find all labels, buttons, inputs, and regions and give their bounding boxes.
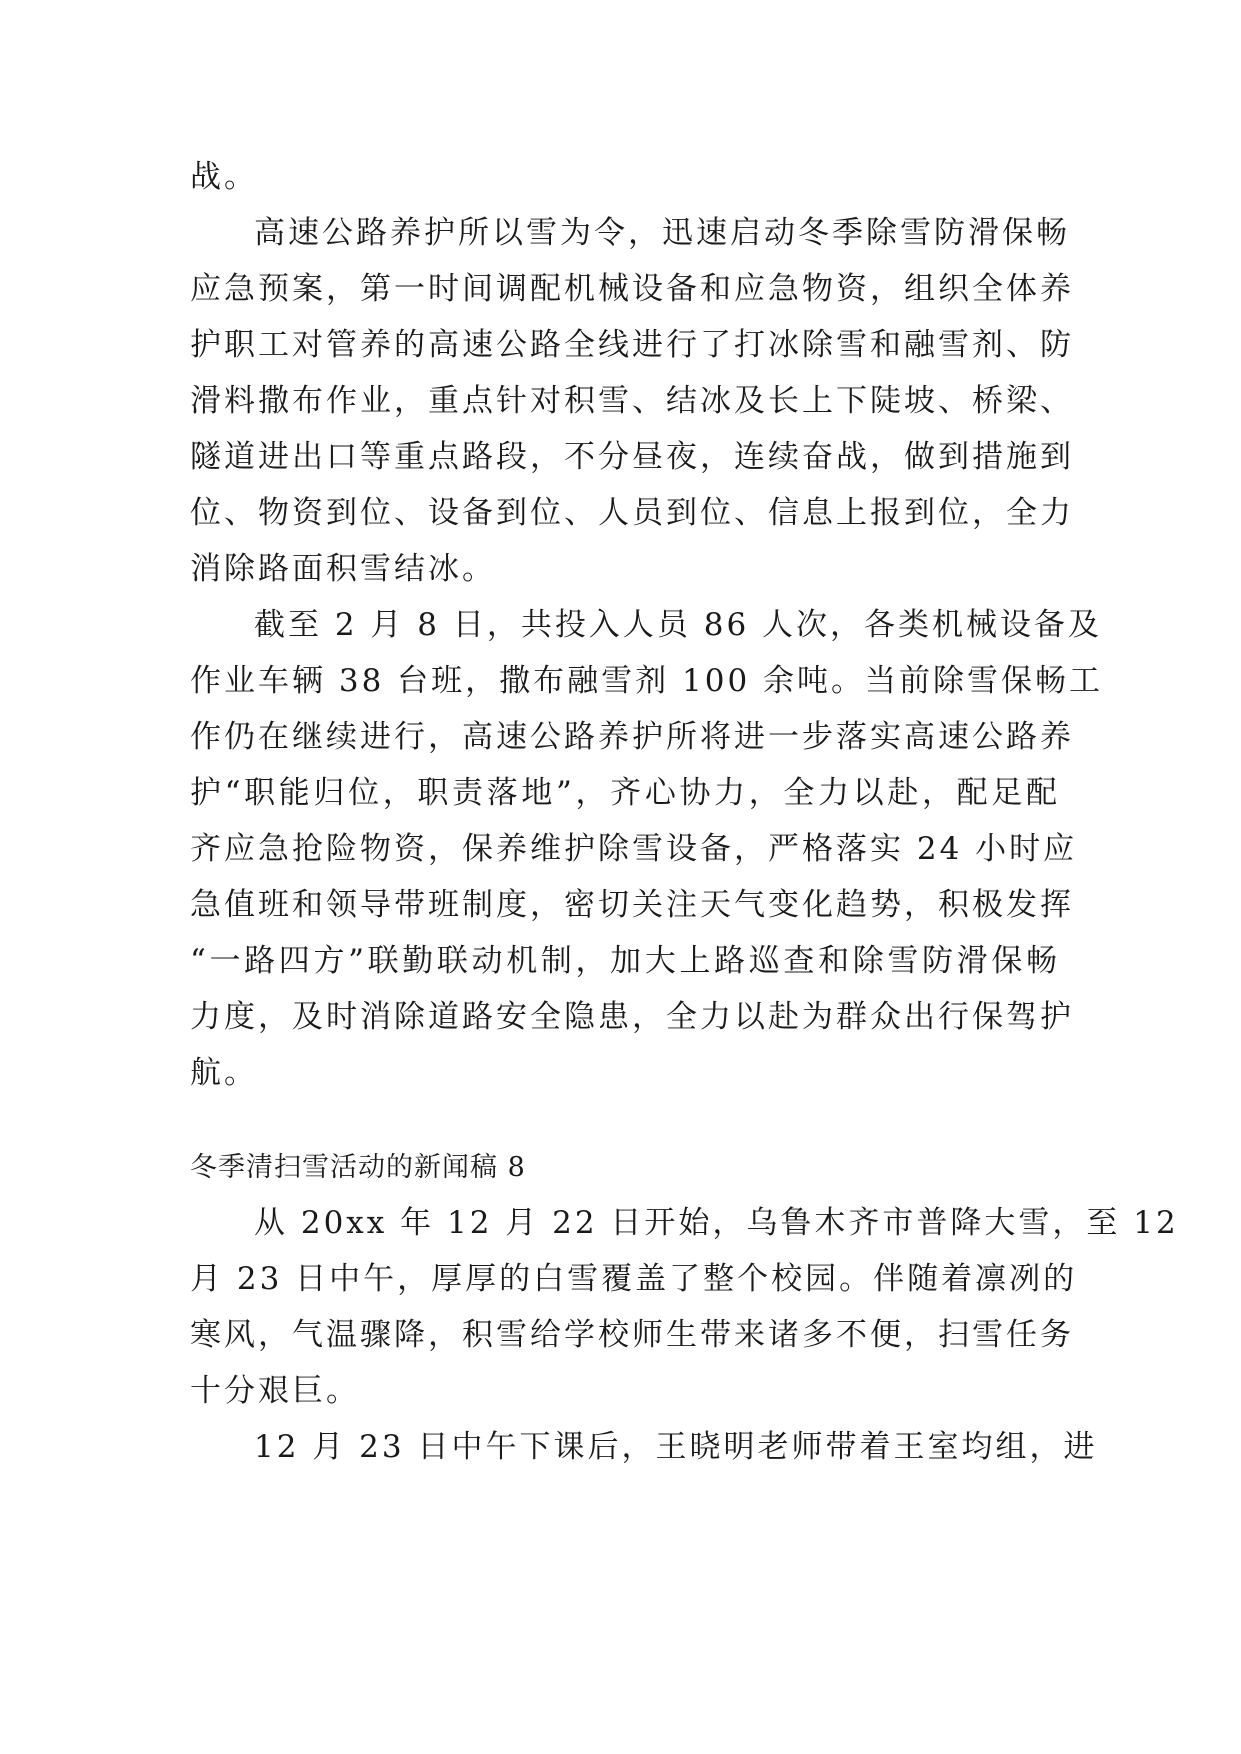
paragraph-line: 力度，及时消除道路安全隐患，全力以赴为群众出行保驾护 [190,999,1074,1035]
paragraph-line: 战。 [190,159,258,195]
paragraph-line: 护职工对管养的高速公路全线进行了打冰除雪和融雪剂、防 [190,327,1074,363]
paragraph-line: 十分艰巨。 [190,1373,360,1409]
paragraph-line: 月 23 日中午，厚厚的白雪覆盖了整个校园。伴随着凛冽的 [190,1261,1078,1297]
section-heading: 冬季清扫雪活动的新闻稿 8 [190,1152,526,1183]
paragraph-line: 齐应急抢险物资，保养维护除雪设备，严格落实 24 小时应 [190,831,1078,867]
paragraph-line: 高速公路养护所以雪为令，迅速启动冬季除雪防滑保畅 [254,215,1070,251]
paragraph-line: 截至 2 月 8 日，共投入人员 86 人次，各类机械设备及 [254,607,1103,643]
paragraph-line: 航。 [190,1055,258,1091]
paragraph-line: 护“职能归位，职责落地”，齐心协力，全力以赴，配足配 [190,775,1060,811]
paragraph-line: 作业车辆 38 台班，撒布融雪剂 100 余吨。当前除雪保畅工 [190,663,1104,699]
paragraph-line: 12 月 23 日中午下课后，王晓明老师带着王室均组，进 [254,1429,1098,1465]
paragraph-line: 从 20xx 年 12 月 22 日开始，乌鲁木齐市普降大雪，至 12 [254,1205,1179,1241]
paragraph-line: 作仍在继续进行，高速公路养护所将进一步落实高速公路养 [190,719,1074,755]
paragraph-line: 位、物资到位、设备到位、人员到位、信息上报到位，全力 [190,495,1074,531]
paragraph-line: 滑料撒布作业，重点针对积雪、结冰及长上下陡坡、桥梁、 [190,383,1074,419]
paragraph-line: 急值班和领导带班制度，密切关注天气变化趋势，积极发挥 [190,887,1074,923]
paragraph-line: 隧道进出口等重点路段，不分昼夜，连续奋战，做到措施到 [190,439,1074,475]
paragraph-line: 应急预案，第一时间调配机械设备和应急物资，组织全体养 [190,271,1074,307]
paragraph-line: “一路四方”联勤联动机制，加大上路巡查和除雪防滑保畅 [190,943,1060,979]
paragraph-line: 寒风，气温骤降，积雪给学校师生带来诸多不便，扫雪任务 [190,1317,1074,1353]
paragraph-line: 消除路面积雪结冰。 [190,551,496,587]
